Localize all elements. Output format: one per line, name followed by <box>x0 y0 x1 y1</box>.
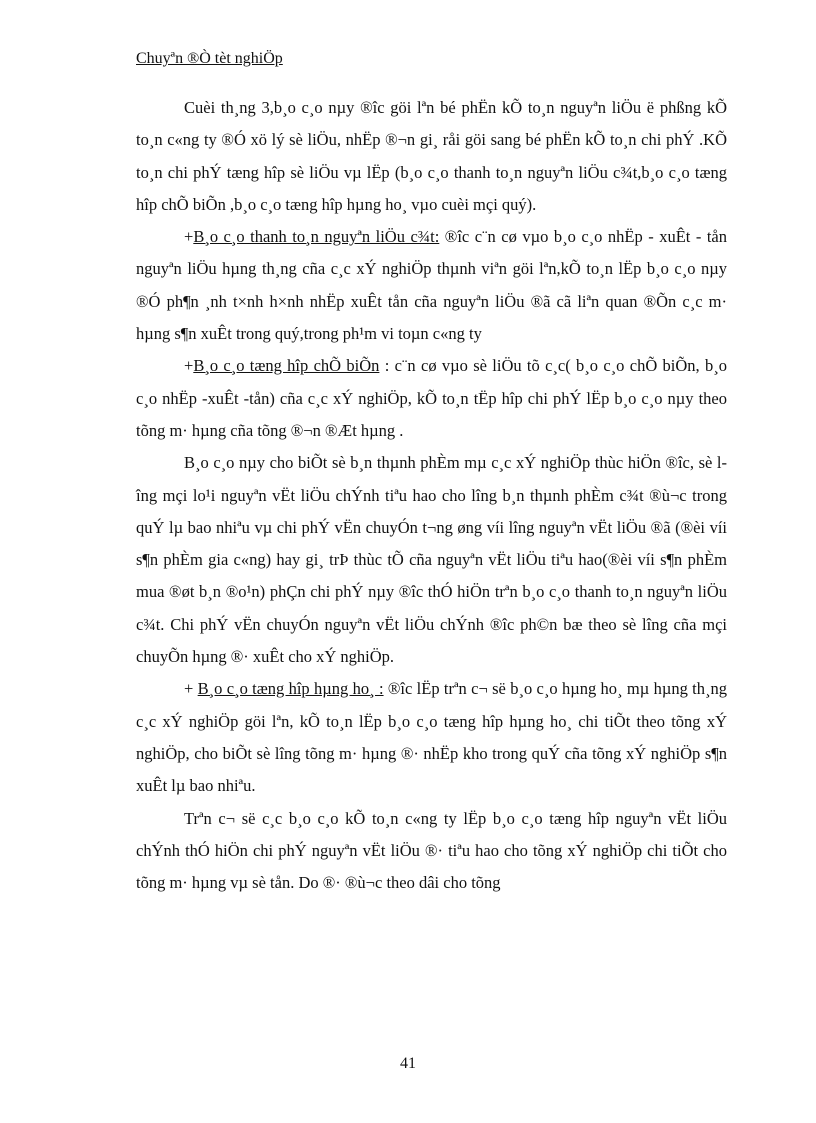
paragraph-text: : c¨n cø vµo sè liÖu tõ c¸c( b¸o c¸o chÕ biÕn, b¸o c¸o nhËp -xuÊt -tån) cña c¸c xÝ nghiÖp, kÕ to¸n tËp hîp chi phÝ lËp b¸o c¸o nµy theo tõng m· hµng cña tõng ®¬n ®Æt hµng . <box>136 356 727 440</box>
paragraph <box>136 92 727 221</box>
page-number: 41 <box>400 1055 416 1072</box>
paragraph-text: B¸o c¸o nµy cho biÕt sè b¸n thµnh phÈm mµ c¸c xÝ nghiÖp thùc hiÖn ®îc, sè lîng mçi lo¹i nguyªn vËt liÖu chÝnh tiªu hao cho lîng b¸n thµnh phÈm c¾t ®ù¬c trong quÝ lµ bao nhiªu vµ chi phÝ vËn chuyÓn t¬ng øng víi lîng nguyªn vËt liÖu ®ã (®èi víi s¶n phÈm gia c«ng) hay gi¸ trÞ thùc tÕ cña nguyªn vËt liÖu tiªu hao(®èi víi s¶n phÈm mua ®øt b¸n ®o¹n) phÇn chi phÝ nµy ®îc thÓ hiÖn trªn b¸o c¸o thanh to¸n nguyªn liÖu c¾t. Chi phÝ vËn chuyÓn nguyªn vËt liÖu chÝnh ®îc ph©n bæ theo sè lîng cña mçi chuyÕn hµng ®· xuÊt cho xÝ nghiÖp. <box>136 453 727 667</box>
page-header: Chuyªn ®Ò tèt nghiÖp <box>136 50 283 67</box>
paragraph <box>136 803 727 900</box>
section-title: B¸o c¸o tæng hîp chÕ biÕn <box>193 356 380 376</box>
paragraph <box>136 221 727 350</box>
section-title: B¸o c¸o tæng hîp hµng ho¸ : <box>197 679 384 699</box>
paragraph-lead: + <box>184 227 194 247</box>
body-text <box>136 92 727 899</box>
paragraph <box>136 350 727 447</box>
section-title: B¸o c¸o thanh to¸n nguyªn liÖu c¾t: <box>193 227 440 247</box>
paragraph-lead: + <box>184 356 194 376</box>
paragraph <box>136 673 727 802</box>
paragraph <box>136 447 727 673</box>
paragraph-text: Trªn c¬ së c¸c b¸o c¸o kÕ to¸n c«ng ty lËp b¸o c¸o tæng hîp nguyªn vËt liÖu chÝnh thÓ hiÖn chi phÝ nguyªn vËt liÖu ®· tiªu hao cho tõng xÝ nghiÖp chi tiÕt cho tõng m· hµng vµ sè tån. Do ®· ®ù¬c theo dâi cho tõng <box>136 808 727 893</box>
paragraph-lead: + <box>184 679 198 699</box>
paragraph-text: Cuèi th¸ng 3,b¸o c¸o nµy ®îc göi lªn bé phËn kÕ to¸n nguyªn liÖu ë phßng kÕ to¸n c«ng ty ®Ó xö lý sè liÖu, nhËp ®¬n gi¸ råi göi sang bé phËn kÕ to¸n chi phÝ .KÕ to¸n chi phÝ tæng hîp sè liÖu vµ lËp (b¸o c¸o thanh to¸n nguyªn liÖu c¾t,b¸o c¸o tæng hîp chÕ biÕn ,b¸o c¸o tæng hîp hµng ho¸ vµo cuèi mçi quý). <box>136 98 727 214</box>
paragraph-text: ®îc lËp trªn c¬ së b¸o c¸o hµng ho¸ mµ hµng th¸ng c¸c xÝ nghiÖp göi lªn, kÕ to¸n lËp b¸o c¸o tæng hîp hµng ho¸ chi tiÕt theo tõng xÝ nghiÖp, cho biÕt sè lîng tõng m· hµng ®· nhËp kho trong quÝ cña tõng xÝ nghiÖp s¶n xuÊt lµ bao nhiªu. <box>136 679 728 796</box>
paragraph-text: ®îc c¨n cø vµo b¸o c¸o nhËp - xuÊt - tån nguyªn liÖu hµng th¸ng cña c¸c xÝ nghiÖp thµnh viªn göi lªn,kÕ to¸n lËp b¸o c¸o nµy ®Ó ph¶n ¸nh t×nh h×nh nhËp xuÊt tån cña nguyªn liÖu ®ã cã liªn quan ®Õn c¸c m· hµng s¶n xuÊt trong quý,trong ph¹m vi toµn c«ng ty <box>136 227 727 344</box>
